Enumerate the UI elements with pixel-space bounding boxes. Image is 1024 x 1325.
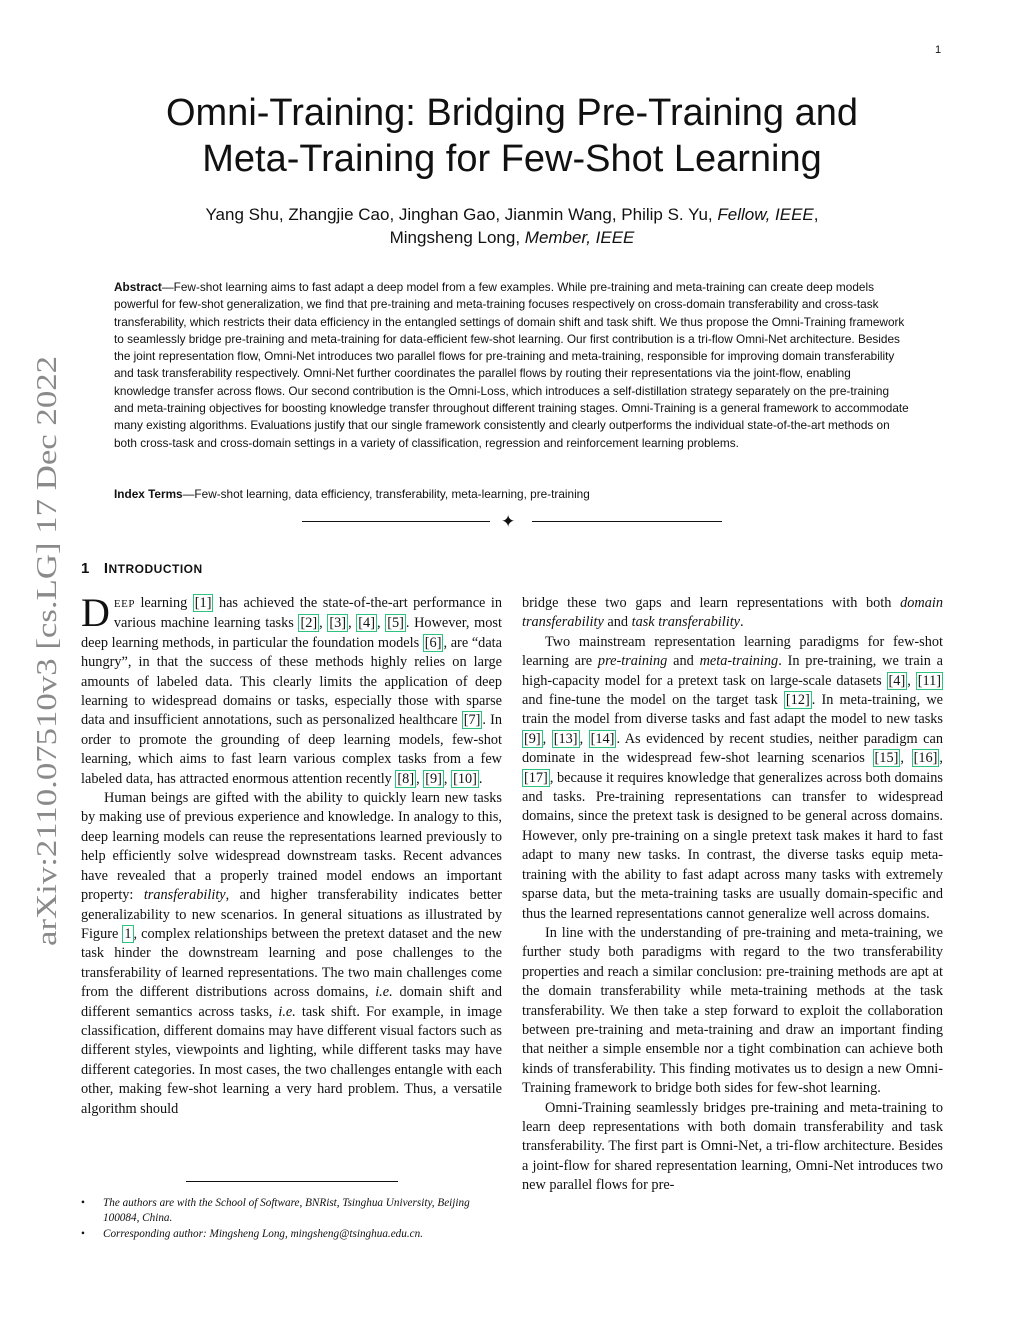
authors-line-2 <box>100 226 924 249</box>
title-line-1: Omni-Training: Bridging Pre-Training and <box>165 92 859 134</box>
text-run: , and higher transferability indicates better generalizability to new scenarios. In general situations as illustrated by Figure <box>81 887 502 942</box>
member-title: Member, IEEE <box>524 228 635 247</box>
text-run: , because it requires knowledge that generalizes across both domains and tasks. Pre-training representations can transfer to widespread domains, since the pretext task is designed to be general across domains. However, only pre-training on a single pretext task makes it hard to fast adapt to many new tasks. In contrast, the diverse tasks equip meta-training with the ability to fast adapt across many tasks with extremely sparse data, but the meta-training tasks are usually domain-specific and thus the learned representations cannot generalize well across domains. <box>522 769 943 922</box>
text-run: . <box>740 614 744 631</box>
citation-link[interactable]: [1] <box>194 595 212 611</box>
footnote-text: Corresponding author: Mingsheng Long, mingsheng@tsinghua.edu.cn. <box>103 1228 424 1240</box>
text-run: , <box>907 672 916 689</box>
paragraph <box>522 594 943 633</box>
paragraph: In line with the understanding of pre-training and meta-training, we further study both paradigms with regard to the two transferability properties and reach a similar conclusion: pre-training methods are apt at the domain transferability while meta-training methods at the task transferability. We then take a step forward to exploit the collaboration between pre-training and meta-training and draw an important finding that neither a simple ensemble nor a tight combination can achieve both kinds of transferability. This finding motivates us to design a new Omni-Training framework to bridge both sides for few-shot learning. <box>522 924 943 1097</box>
abstract-text: —Few-shot learning aims to fast adapt a deep model from a few examples. While pre-training and meta-training can create deep models powerful for few-shot generalization, we find that pre-training and meta-training focuses respectively on cross-domain transferability and cross-task transferability, which restricts their data efficiency in the entangled settings of domain shift and task shift. We thus propose the Omni-Training framework to seamlessly bridge pre-training and meta-training for data-efficient few-shot learning. Our first contribution is a tri-flow Omni-Net architecture. Besides the joint representation flow, Omni-Net introduces two parallel flows for pre-training and meta-training, responsible for improving domain transferability and task transferability respectively. Omni-Net further coordinates the parallel flows by routing their representations via the joint-flow, enabling knowledge transfer across flows. Our second contribution is the Omni-Loss, which introduces a self-distillation strategy separately on the pre-training and meta-training objectives for boosting knowledge transfer throughout different training stages. Omni-Training is a general framework to accommodate many existing algorithms. Evaluations justify that our single framework consistently and clearly outperforms the individual state-of-the-art methods on both cross-task and cross-domain settings in a variety of classification, regression and reinforcement learning problems. <box>114 280 909 450</box>
index-terms-label: Index Terms <box>114 487 183 501</box>
section-title-rest: NTRODUCTION <box>108 562 203 576</box>
abstract <box>114 279 910 452</box>
arxiv-stamp[interactable] <box>10 350 70 950</box>
citation-link[interactable]: [14] <box>590 730 615 747</box>
index-terms-text: —Few-shot learning, data efficiency, transferability, meta-learning, pre-training <box>182 487 590 501</box>
citation-link[interactable]: [10] <box>453 770 477 787</box>
text-run: . In meta-training, we train the model from diverse tasks and fast adapt the model to new tasks <box>522 692 943 728</box>
footnote-item <box>81 1196 502 1226</box>
text-run: , <box>376 615 386 632</box>
citation-link[interactable]: [6] <box>424 634 442 651</box>
citation-link[interactable]: [4] <box>358 615 375 632</box>
divider-diamond-icon: ✦ <box>501 512 516 531</box>
italic-term: i.e. <box>375 984 393 1001</box>
right-column <box>522 594 943 1196</box>
text-run: . In order to promote the grounding of deep learning models, few-shot learning, which aims to fast learn various complex tasks from a few labeled data, has attracted enormous attention recently <box>81 712 502 787</box>
title-line-2: Meta-Training for Few-Shot Learning <box>202 138 822 180</box>
text-run: , <box>319 615 328 632</box>
citation-link[interactable]: [9] <box>425 770 442 787</box>
text-run: . As evidenced by recent studies, neither paradigm can dominate in the widespread few-shot learning scenarios <box>522 730 943 767</box>
authors-line-1: Yang Shu, Zhangjie Cao, Jinghan Gao, Jianmin Wang, Philip S. Yu, Fellow, IEEE, <box>205 205 819 224</box>
left-column <box>81 590 502 1119</box>
dropcap: D <box>81 590 110 635</box>
authors-names-2: Mingsheng Long, <box>389 228 521 247</box>
index-terms <box>114 487 910 501</box>
citation-link[interactable]: [15] <box>874 750 899 767</box>
citation-link[interactable]: [12] <box>785 692 810 709</box>
authors-names-1: Yang Shu, Zhangjie Cao, Jinghan Gao, Jianmin Wang, Philip S. Yu, <box>205 205 713 224</box>
citation-link[interactable]: [8] <box>397 770 415 787</box>
text-run: and fine-tune the model on the target task <box>522 692 784 709</box>
text-run: Two mainstream representation learning paradigms for few-shot learning are <box>522 633 943 670</box>
text-run: task shift. For example, in image classification, different domains may have different visual factors such as different styles, viewpoints and lighting, while different tasks may have different categories. In most cases, the two challenges entangle with each other, making few-shot learning a very hard problem. Thus, a versatile algorithm should <box>81 1003 502 1117</box>
citation-link[interactable]: [11] <box>917 672 941 689</box>
paragraph <box>81 590 502 789</box>
italic-term: task transferability <box>631 614 741 631</box>
italic-term: i.e. <box>278 1003 296 1020</box>
abstract-label: Abstract <box>114 280 162 294</box>
text-run: . In pre-training, we train a high-capacity model for a pretext task on large-scale datasets <box>522 653 943 689</box>
text-run: learning <box>134 595 193 611</box>
text-run: , <box>939 750 943 767</box>
text-run: and <box>667 653 700 670</box>
text-run: domain shift and different semantics across tasks, <box>81 984 502 1020</box>
citation-link[interactable]: [2] <box>300 615 318 632</box>
text-run: . However, most deep learning methods, in particular the foundation models <box>81 615 502 651</box>
citation-link[interactable]: [13] <box>553 730 578 747</box>
text-run: , complex relationships between the pretext dataset and the new task hinder the downstream learning and pose challenges to the transferability of learned representations. The two main challenges come from the different distributions across domains, <box>81 925 502 1001</box>
divider-line-right <box>532 521 722 522</box>
citation-link[interactable]: [16] <box>913 750 938 767</box>
text-run: Human beings are gifted with the ability to quickly learn new tasks by making use of previous experience and knowledge. In analogy to this, deep learning models can reuse the representations learned previously to help efficiently solve widespread downstream tasks. Recent advances have revealed that a properly trained model endows an important property: <box>81 790 502 904</box>
footnote-text: The authors are with the School of Software, BNRist, Tsinghua University, Beijing 100084, China. <box>103 1197 470 1224</box>
arxiv-stamp-text: arXiv:2110.07510v3 [cs.LG] 17 Dec 2022 <box>31 454 63 946</box>
text-run: and <box>603 614 632 631</box>
citation-link[interactable]: [3] <box>329 615 347 632</box>
author-list <box>100 203 924 249</box>
citation-link[interactable]: [17] <box>524 769 548 786</box>
footnote-rule <box>186 1181 398 1182</box>
text-run: has achieved the state-of-the-art performance in various machine learning tasks <box>113 595 502 632</box>
text-run: , <box>579 730 589 747</box>
citation-link[interactable]: [9] <box>524 730 541 747</box>
italic-term: domain transferability <box>522 595 943 631</box>
text-run: , are “data hungry”, in that the success of these methods highly relies on large amounts of labeled data. This clearly limits the application of deep learning to widespread domains or tasks, especially those with sparse data and insufficient annotations, such as personalized healthcare <box>81 634 502 729</box>
paper-title <box>100 90 924 182</box>
footnotes <box>81 1196 502 1243</box>
citation-link[interactable]: [7] <box>463 712 481 729</box>
figure-link[interactable]: 1 <box>124 925 132 942</box>
page-number: 1 <box>935 44 942 56</box>
citation-link[interactable]: [4] <box>888 672 906 689</box>
text-run: , <box>900 750 912 767</box>
bullet-icon: • <box>81 1197 85 1209</box>
divider-line-left <box>302 521 490 522</box>
italic-term: meta-training <box>699 653 779 670</box>
text-run: , <box>542 730 552 747</box>
text-run: , <box>348 615 357 632</box>
section-title-first: I <box>103 560 109 577</box>
text-run: , <box>416 770 424 787</box>
bullet-icon: • <box>81 1228 85 1240</box>
text-run: . <box>478 770 483 787</box>
section-heading <box>81 560 203 577</box>
text-run: bridge these two gaps and learn representations with both <box>522 595 901 611</box>
text-run: , <box>443 770 452 787</box>
smallcaps-word: EEP <box>113 598 135 610</box>
citation-link[interactable]: [5] <box>387 615 404 632</box>
section-number: 1 <box>81 560 90 577</box>
paragraph <box>81 789 502 1119</box>
paragraph: Omni-Training seamlessly bridges pre-training and meta-training to learn deep representations with both domain transferability and task transferability. The first part is Omni-Net, a tri-flow architecture. Besides a joint-flow for shared representation learning, Omni-Net introduces two new parallel flows for pre- <box>522 1099 943 1194</box>
footnote-item <box>81 1227 502 1242</box>
paragraph <box>522 633 943 924</box>
italic-term: transferability <box>143 887 226 904</box>
italic-term: pre-training <box>597 653 668 670</box>
section-divider <box>302 512 722 532</box>
fellow-title: Fellow, IEEE <box>717 205 814 224</box>
